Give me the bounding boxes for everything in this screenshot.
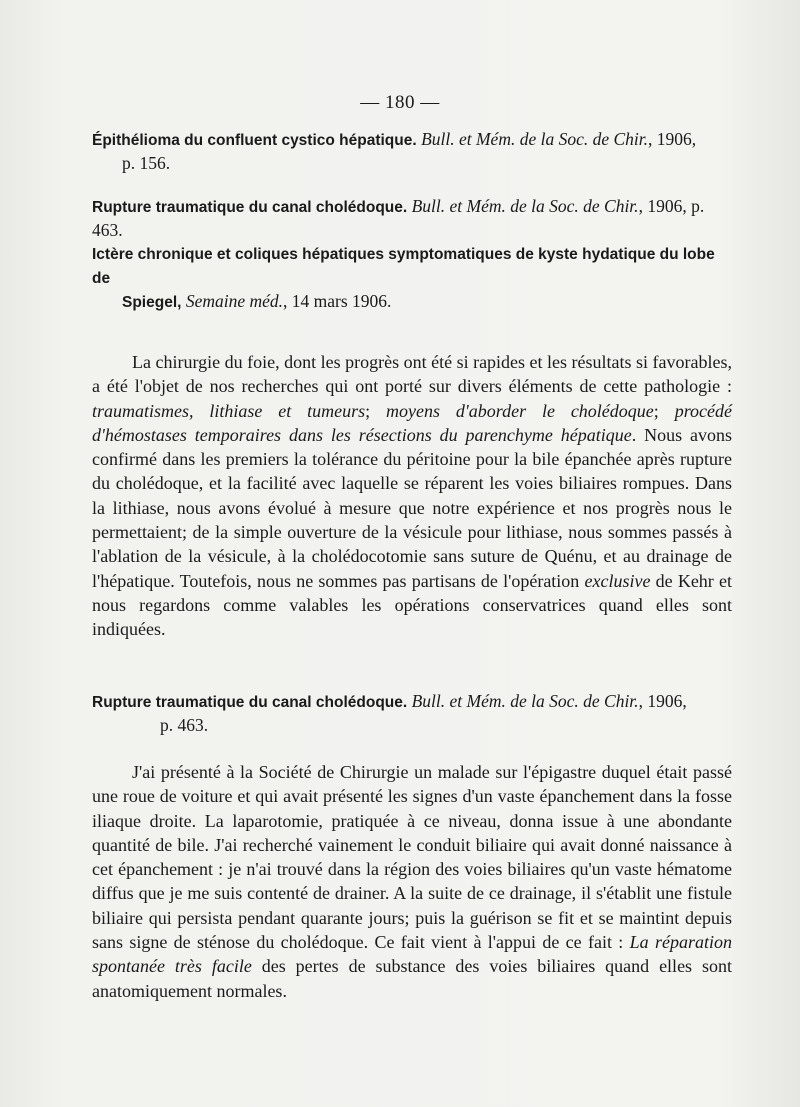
body-paragraph: La chirurgie du foie, dont les progrès ont été si rapides et les résultats si favorables, a été l'objet de nos recherches qui ont porté sur divers éléments de cette pathologie : traumatismes, lithiase et tumeurs; moyens d'aborder le cholédoque; procédé d'hémostases temporaires dans les résections du parenchyme hépatique. Nous avons confirmé dans les premiers la tolérance du péritoine pour la bile épanchée après rupture du cholédoque, et la facilité avec laquelle se réparent les voies biliaires rompues. Dans la lithiase, nous avons évolué à mesure que notre expérience et nos progrès nous le permettaient; de la simple ouverture de la vésicule pour lithiase, nous sommes passés à l'ablation de la vésicule, à la cholédocotomie sans suture de Quénu, et au drainage de l'hépatique. Toutefois, nous ne sommes pas partisans de l'opération exclusive de Kehr et nous regardons comme valables les opérations conservatrices quand elles sont indiquées. — [92, 352, 732, 640]
reference-entry: Épithélioma du confluent cystico hépatique. Bull. et Mém. de la Soc. de Chir., 1906, p. 156. — [92, 129, 697, 173]
reference-entry: Ictère chronique et coliques hépatiques symptomatiques de kyste hydatique du lobe de Spiegel, Semaine méd., 14 mars 1906. — [92, 246, 715, 311]
reference-entry: Rupture traumatique du canal cholédoque. Bull. et Mém. de la Soc. de Chir., 1906, p. 463. — [92, 196, 705, 240]
page-number: — 180 — — [360, 92, 440, 113]
body-paragraph: J'ai présenté à la Société de Chirurgie un malade sur l'épigastre duquel était passé une roue de voiture et qui avait présenté les signes d'un vaste épanchement dans la fosse iliaque droite. La laparotomie, pratiquée à ce niveau, donna issue à une abondante quantité de bile. J'ai recherché vainement le conduit biliaire qui avait donné naissance à cet épanchement : je n'ai trouvé dans la région des voies biliaires qu'un vaste hématome diffus que je me suis contenté de drainer. A la suite de ce drainage, il s'établit une fistule biliaire qui persista pendant quarante jours; puis la guérison se fit et se maintint depuis sans signe de sténose du cholédoque. Ce fait vient à l'appui de ce fait : La réparation spontanée très facile des pertes de substance des voies biliaires quand elles sont anatomiquement normales. — [92, 762, 733, 1001]
reference-entry: Rupture traumatique du canal cholédoque. Bull. et Mém. de la Soc. de Chir., 1906, p. 463. — [92, 691, 687, 735]
